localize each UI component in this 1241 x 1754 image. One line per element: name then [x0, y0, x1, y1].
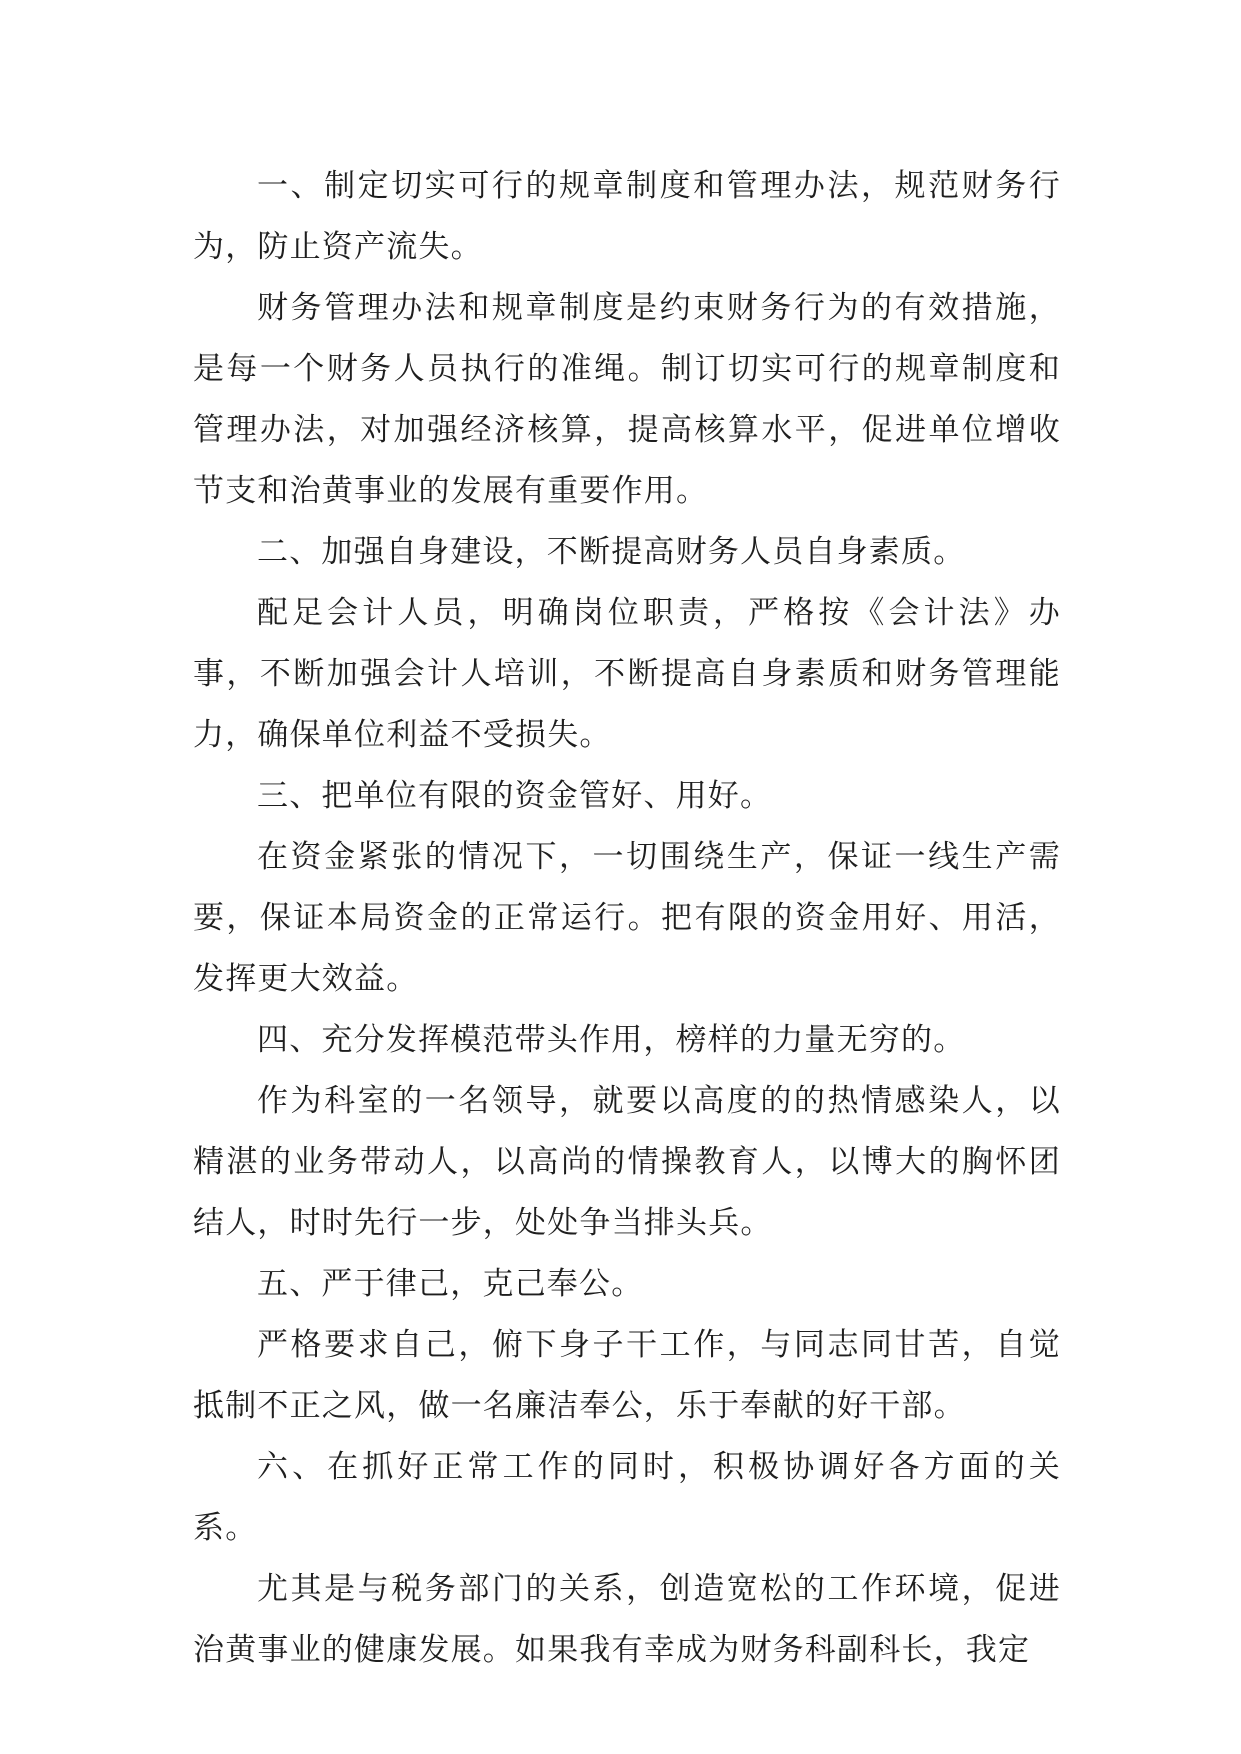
paragraph-3: 在资金紧张的情况下，一切围绕生产，保证一线生产需要，保证本局资金的正常运行。把有限的资金用好、用活，发挥更大效益。 — [193, 839, 1061, 997]
paragraph-6: 尤其是与税务部门的关系，创造宽松的工作环境，促进治黄事业的健康发展。如果我有幸成为财务科副科长，我定 — [193, 1571, 1061, 1668]
paragraph-5: 严格要求自己，俯下身子干工作，与同志同甘苦，自觉抵制不正之风，做一名廉洁奉公，乐于奉献的好干部。 — [193, 1327, 1061, 1424]
heading-1: 一、制定切实可行的规章制度和管理办法，规范财务行为，防止资产流失。 — [193, 168, 1061, 265]
document-body — [193, 156, 1061, 1681]
heading-3: 三、把单位有限的资金管好、用好。 — [257, 778, 773, 814]
heading-5: 五、严于律己，克己奉公。 — [257, 1266, 644, 1302]
heading-6: 六、在抓好正常工作的同时，积极协调好各方面的关系。 — [193, 1449, 1061, 1546]
paragraph-4: 作为科室的一名领导，就要以高度的的热情感染人，以精湛的业务带动人，以高尚的情操教育人，以博大的胸怀团结人，时时先行一步，处处争当排头兵。 — [193, 1083, 1061, 1241]
paragraph-2: 配足会计人员，明确岗位职责，严格按《会计法》办事，不断加强会计人培训，不断提高自身素质和财务管理能力，确保单位利益不受损失。 — [193, 595, 1061, 753]
paragraph-1: 财务管理办法和规章制度是约束财务行为的有效措施，是每一个财务人员执行的准绳。制订切实可行的规章制度和管理办法，对加强经济核算，提高核算水平，促进单位增收节支和治黄事业的发展有重要作用。 — [193, 290, 1061, 509]
heading-2: 二、加强自身建设，不断提高财务人员自身素质。 — [257, 534, 966, 570]
heading-4: 四、充分发挥模范带头作用，榜样的力量无穷的。 — [257, 1022, 966, 1058]
